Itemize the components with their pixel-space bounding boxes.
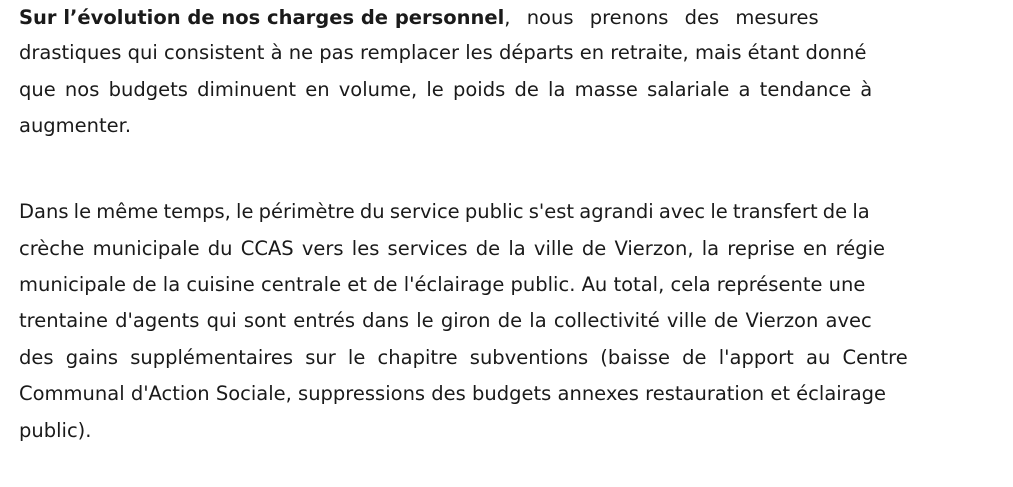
- text-span: que nos budgets diminuent en volume, le poids de la masse salariale a tendance à: [19, 78, 873, 101]
- text-span: municipale de la cuisine centrale et de l'éclairage public. Au total, cela représente une: [19, 273, 866, 296]
- text-line: [19, 342, 987, 374]
- text-span: drastiques qui consistent à ne pas remplacer les départs en retraite, mais étant donné: [19, 41, 867, 64]
- bold-heading-phrase: Sur l’évolution de nos charges de personnel: [19, 6, 505, 29]
- text-line: [19, 196, 987, 228]
- text-span: Communal d'Action Sociale, suppressions des budgets annexes restauration et éclairage: [19, 382, 887, 405]
- text-span: crèche municipale du CCAS vers les services de la ville de Vierzon, la reprise en régie: [19, 237, 885, 260]
- text-span: public).: [19, 419, 92, 442]
- text-line: [19, 74, 987, 106]
- text-span: des gains supplémentaires sur le chapitre subventions (baisse de l'apport au Centre: [19, 346, 908, 369]
- text-line: [19, 415, 987, 447]
- text-span: trentaine d'agents qui sont entrés dans le giron de la collectivité ville de Vierzon avec: [19, 309, 872, 332]
- text-span: Dans le même temps, le périmètre du service public s'est agrandi avec le transfert de la: [19, 200, 870, 223]
- text-span: augmenter.: [19, 114, 132, 137]
- text-line: [19, 233, 987, 265]
- text-line: [19, 37, 987, 69]
- text-line: [19, 305, 987, 337]
- text-line: [19, 110, 987, 142]
- text-span: , nous prenons des mesures: [504, 6, 819, 29]
- text-line: [19, 269, 987, 301]
- text-line: [19, 2, 987, 34]
- text-line: [19, 378, 987, 410]
